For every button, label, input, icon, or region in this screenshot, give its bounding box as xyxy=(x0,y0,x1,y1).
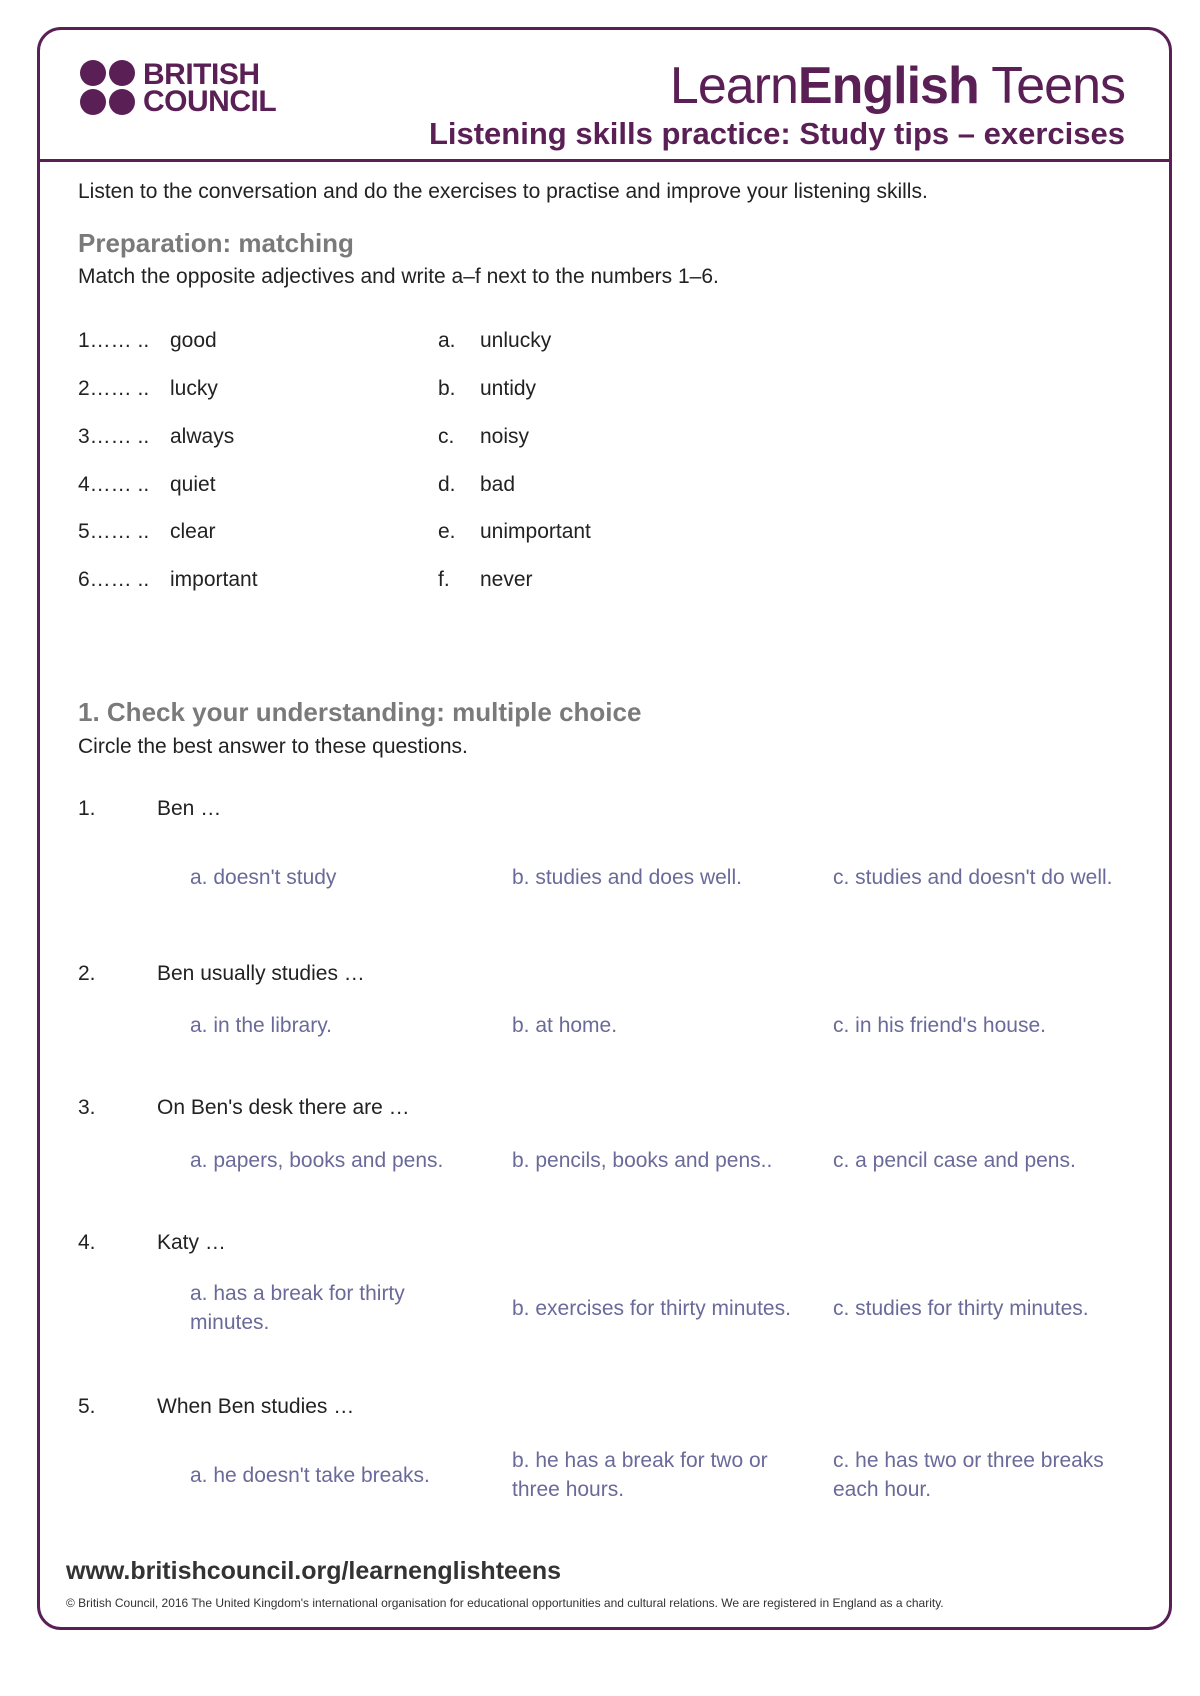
header-divider xyxy=(37,159,1172,162)
match-number-blank[interactable]: 1…… .. xyxy=(78,329,150,352)
match-number-blank[interactable]: 3…… .. xyxy=(78,425,150,448)
matching-row xyxy=(78,425,778,455)
matching-row xyxy=(78,568,778,598)
question-number: 2. xyxy=(78,962,96,985)
answer-option[interactable]: a. doesn't study xyxy=(190,865,337,889)
answer-option[interactable]: a. in the library. xyxy=(190,1013,333,1037)
footer-url[interactable]: www.britishcouncil.org/learnenglishteens xyxy=(66,1557,561,1585)
answer-option[interactable]: b. at home. xyxy=(512,1013,618,1037)
answer-option[interactable]: c. in his friend's house. xyxy=(833,1013,1046,1037)
question-number: 5. xyxy=(78,1395,96,1418)
answer-option[interactable]: a. has a break for thirty minutes. xyxy=(190,1282,405,1334)
match-option-letter: f. xyxy=(438,568,450,591)
match-option-word: unimportant xyxy=(480,520,591,543)
match-word: clear xyxy=(170,520,216,543)
question-number: 4. xyxy=(78,1231,96,1254)
logo-line-2: COUNCIL xyxy=(143,84,277,118)
question-number: 3. xyxy=(78,1096,96,1119)
logo-learn: Learn xyxy=(669,57,798,115)
match-word: quiet xyxy=(170,473,216,496)
match-number-blank[interactable]: 2…… .. xyxy=(78,377,150,400)
match-option-letter: e. xyxy=(438,520,456,543)
answer-option[interactable]: b. studies and does well. xyxy=(512,865,742,889)
preparation-instruction: Match the opposite adjectives and write a–f next to the numbers 1–6. xyxy=(78,265,719,288)
logo-english: English xyxy=(797,57,979,115)
match-option-word: unlucky xyxy=(480,329,552,352)
match-option-letter: c. xyxy=(438,425,455,448)
match-option-word: noisy xyxy=(480,425,530,448)
match-option-word: bad xyxy=(480,473,516,496)
logo-teens: Teens xyxy=(978,57,1125,115)
question-number: 1. xyxy=(78,797,96,820)
match-word: important xyxy=(170,568,258,591)
mcq-instruction: Circle the best answer to these questions. xyxy=(78,735,468,758)
match-word: lucky xyxy=(170,377,218,400)
answer-option[interactable]: c. studies and doesn't do well. xyxy=(833,865,1113,889)
answer-option[interactable]: a. he doesn't take breaks. xyxy=(190,1463,430,1487)
intro-text: Listen to the conversation and do the exercises to practise and improve your listening skills. xyxy=(78,180,928,203)
question-stem: Ben usually studies … xyxy=(157,962,365,985)
question-stem: When Ben studies … xyxy=(157,1395,355,1418)
footer-copyright: © British Council, 2016 The United Kingdom's international organisation for educational opportunities and cultural relations. We are registered in England as a charity. xyxy=(66,1596,944,1610)
page-title: Listening skills practice: Study tips – exercises xyxy=(428,116,1125,151)
question-stem: On Ben's desk there are … xyxy=(157,1096,410,1119)
question-stem: Ben … xyxy=(157,797,222,820)
answer-option[interactable]: c. he has two or three breaks each hour. xyxy=(833,1449,1104,1501)
logo-dots-icon xyxy=(80,60,135,115)
match-option-word: untidy xyxy=(480,377,537,400)
match-option-letter: d. xyxy=(438,473,456,496)
learnenglish-teens-logo xyxy=(670,56,1125,116)
answer-option[interactable]: c. a pencil case and pens. xyxy=(833,1148,1076,1172)
answer-option[interactable]: a. papers, books and pens. xyxy=(190,1148,444,1172)
match-number-blank[interactable]: 6…… .. xyxy=(78,568,150,591)
british-council-logo xyxy=(80,57,277,118)
answer-option[interactable]: c. studies for thirty minutes. xyxy=(833,1296,1089,1320)
match-option-word: never xyxy=(480,568,533,591)
matching-row xyxy=(78,329,778,359)
match-option-letter: b. xyxy=(438,377,456,400)
matching-row xyxy=(78,520,778,550)
match-word: always xyxy=(170,425,235,448)
question-stem: Katy … xyxy=(157,1231,226,1254)
mcq-heading: 1. Check your understanding: multiple choice xyxy=(78,697,642,727)
matching-row xyxy=(78,473,778,503)
answer-option[interactable]: b. exercises for thirty minutes. xyxy=(512,1296,791,1320)
match-option-letter: a. xyxy=(438,329,456,352)
logo-line-1: BRITISH xyxy=(143,57,260,91)
answer-option[interactable]: b. he has a break for two or three hours. xyxy=(512,1449,768,1501)
answer-option[interactable]: b. pencils, books and pens.. xyxy=(512,1148,773,1172)
match-number-blank[interactable]: 4…… .. xyxy=(78,473,150,496)
matching-row xyxy=(78,377,778,407)
preparation-heading: Preparation: matching xyxy=(78,228,354,258)
match-number-blank[interactable]: 5…… .. xyxy=(78,520,150,543)
match-word: good xyxy=(170,329,217,352)
